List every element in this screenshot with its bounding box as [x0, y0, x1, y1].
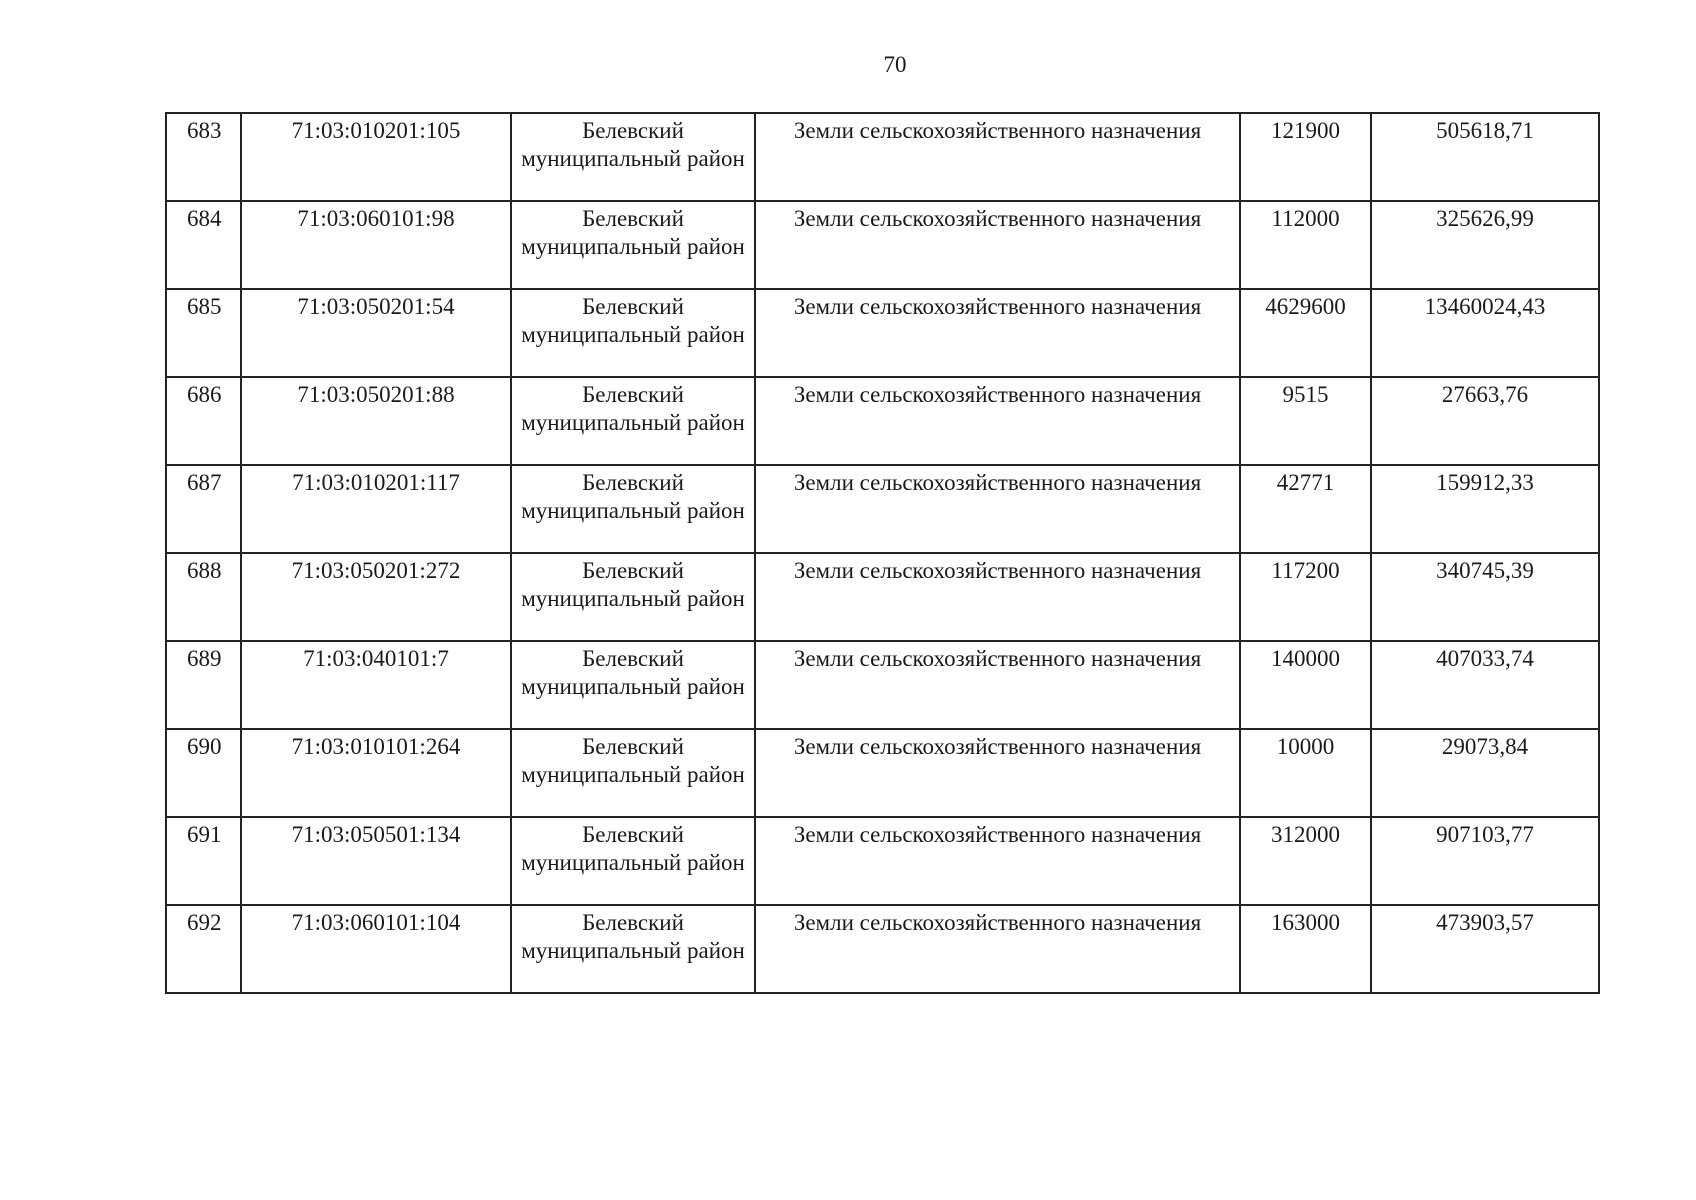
row-number-text: 691	[187, 822, 222, 847]
land-category-text: Земли сельскохозяйственного назначения	[793, 382, 1202, 407]
cadastral-number-text: 71:03:010101:264	[291, 734, 461, 759]
area-cell	[1240, 729, 1371, 817]
land-category-text: Земли сельскохозяйственного назначения	[793, 206, 1202, 231]
district-cell	[511, 817, 755, 905]
cadastral-number-cell	[241, 465, 511, 553]
cadastral-number-text: 71:03:050201:272	[291, 558, 461, 583]
district-cell	[511, 377, 755, 465]
cadastral-value-cell	[1371, 553, 1599, 641]
land-registry-table	[165, 112, 1600, 994]
cadastral-number-text: 71:03:050201:54	[297, 294, 455, 319]
district-cell	[511, 641, 755, 729]
table-row	[166, 905, 1599, 993]
land-category-text: Земли сельскохозяйственного назначения	[793, 470, 1202, 495]
cadastral-value-cell	[1371, 641, 1599, 729]
area-text: 312000	[1271, 822, 1340, 847]
cadastral-value-cell	[1371, 817, 1599, 905]
area-text: 4629600	[1265, 294, 1346, 319]
cadastral-number-text: 71:03:060101:104	[291, 910, 461, 935]
area-cell	[1240, 553, 1371, 641]
cadastral-number-cell	[241, 289, 511, 377]
cadastral-number-text: 71:03:010201:105	[291, 118, 461, 143]
land-category-cell	[755, 113, 1240, 201]
table-row	[166, 377, 1599, 465]
page-number: 70	[883, 52, 907, 77]
cadastral-number-cell	[241, 377, 511, 465]
row-number-text: 688	[187, 558, 222, 583]
land-category-cell	[755, 905, 1240, 993]
area-cell	[1240, 289, 1371, 377]
cadastral-value-text: 325626,99	[1436, 206, 1534, 231]
row-number-cell	[166, 289, 241, 377]
cadastral-value-text: 407033,74	[1436, 646, 1534, 671]
area-cell	[1240, 905, 1371, 993]
row-number-cell	[166, 113, 241, 201]
district-text: Белевский муниципальный район	[521, 910, 745, 963]
land-category-cell	[755, 641, 1240, 729]
cadastral-number-text: 71:03:040101:7	[303, 646, 449, 671]
cadastral-value-text: 29073,84	[1441, 734, 1529, 759]
cadastral-value-text: 505618,71	[1436, 118, 1534, 143]
district-cell	[511, 113, 755, 201]
district-cell	[511, 201, 755, 289]
cadastral-value-cell	[1371, 729, 1599, 817]
area-text: 121900	[1271, 118, 1340, 143]
land-category-text: Земли сельскохозяйственного назначения	[793, 910, 1202, 935]
district-text: Белевский муниципальный район	[521, 206, 745, 259]
cadastral-value-text: 27663,76	[1441, 382, 1529, 407]
area-cell	[1240, 641, 1371, 729]
cadastral-number-text: 71:03:010201:117	[292, 470, 460, 495]
area-text: 42771	[1276, 470, 1335, 495]
row-number-text: 690	[187, 734, 222, 759]
row-number-cell	[166, 817, 241, 905]
district-text: Белевский муниципальный район	[521, 118, 745, 171]
area-text: 9515	[1282, 382, 1329, 407]
cadastral-value-text: 907103,77	[1436, 822, 1534, 847]
area-text: 112000	[1271, 206, 1340, 231]
row-number-cell	[166, 553, 241, 641]
area-cell	[1240, 465, 1371, 553]
cadastral-number-cell	[241, 113, 511, 201]
cadastral-value-cell	[1371, 113, 1599, 201]
table-body	[166, 113, 1599, 993]
cadastral-number-text: 71:03:050201:88	[297, 382, 455, 407]
land-category-cell	[755, 201, 1240, 289]
table-row	[166, 553, 1599, 641]
cadastral-value-text: 340745,39	[1436, 558, 1534, 583]
row-number-cell	[166, 201, 241, 289]
land-category-cell	[755, 377, 1240, 465]
cadastral-value-cell	[1371, 201, 1599, 289]
land-category-cell	[755, 289, 1240, 377]
table-row	[166, 113, 1599, 201]
land-category-cell	[755, 817, 1240, 905]
row-number-cell	[166, 377, 241, 465]
district-cell	[511, 729, 755, 817]
table-row	[166, 641, 1599, 729]
land-category-cell	[755, 729, 1240, 817]
land-category-text: Земли сельскохозяйственного назначения	[793, 294, 1202, 319]
table-row	[166, 729, 1599, 817]
district-cell	[511, 905, 755, 993]
district-text: Белевский муниципальный район	[521, 470, 745, 523]
area-cell	[1240, 113, 1371, 201]
cadastral-value-cell	[1371, 377, 1599, 465]
row-number-text: 692	[187, 910, 222, 935]
district-text: Белевский муниципальный район	[521, 558, 745, 611]
cadastral-value-text: 159912,33	[1436, 470, 1534, 495]
row-number-cell	[166, 905, 241, 993]
land-category-text: Земли сельскохозяйственного назначения	[793, 118, 1202, 143]
cadastral-number-cell	[241, 729, 511, 817]
row-number-cell	[166, 729, 241, 817]
area-text: 140000	[1271, 646, 1340, 671]
district-text: Белевский муниципальный район	[521, 382, 745, 435]
cadastral-value-cell	[1371, 465, 1599, 553]
cadastral-value-cell	[1371, 289, 1599, 377]
land-category-cell	[755, 553, 1240, 641]
land-category-text: Земли сельскохозяйственного назначения	[793, 646, 1202, 671]
row-number-text: 686	[187, 382, 222, 407]
area-cell	[1240, 377, 1371, 465]
row-number-text: 683	[187, 118, 222, 143]
area-cell	[1240, 201, 1371, 289]
area-text: 10000	[1276, 734, 1335, 759]
land-category-text: Земли сельскохозяйственного назначения	[793, 734, 1202, 759]
cadastral-number-cell	[241, 553, 511, 641]
cadastral-value-text: 13460024,43	[1424, 294, 1546, 319]
cadastral-number-cell	[241, 817, 511, 905]
row-number-cell	[166, 641, 241, 729]
district-cell	[511, 465, 755, 553]
cadastral-number-cell	[241, 201, 511, 289]
table-row	[166, 465, 1599, 553]
cadastral-value-cell	[1371, 905, 1599, 993]
land-category-cell	[755, 465, 1240, 553]
district-text: Белевский муниципальный район	[521, 646, 745, 699]
area-cell	[1240, 817, 1371, 905]
cadastral-value-text: 473903,57	[1436, 910, 1534, 935]
row-number-text: 685	[187, 294, 222, 319]
table-row	[166, 289, 1599, 377]
district-cell	[511, 553, 755, 641]
table-row	[166, 817, 1599, 905]
district-text: Белевский муниципальный район	[521, 734, 745, 787]
cadastral-number-text: 71:03:050501:134	[291, 822, 461, 847]
row-number-text: 687	[187, 470, 222, 495]
table-row	[166, 201, 1599, 289]
district-text: Белевский муниципальный район	[521, 822, 745, 875]
land-category-text: Земли сельскохозяйственного назначения	[793, 558, 1202, 583]
row-number-text: 689	[187, 646, 222, 671]
row-number-text: 684	[187, 206, 222, 231]
row-number-cell	[166, 465, 241, 553]
area-text: 163000	[1271, 910, 1340, 935]
cadastral-number-text: 71:03:060101:98	[297, 206, 455, 231]
cadastral-number-cell	[241, 641, 511, 729]
district-text: Белевский муниципальный район	[521, 294, 745, 347]
district-cell	[511, 289, 755, 377]
area-text: 117200	[1271, 558, 1340, 583]
land-category-text: Земли сельскохозяйственного назначения	[793, 822, 1202, 847]
cadastral-number-cell	[241, 905, 511, 993]
